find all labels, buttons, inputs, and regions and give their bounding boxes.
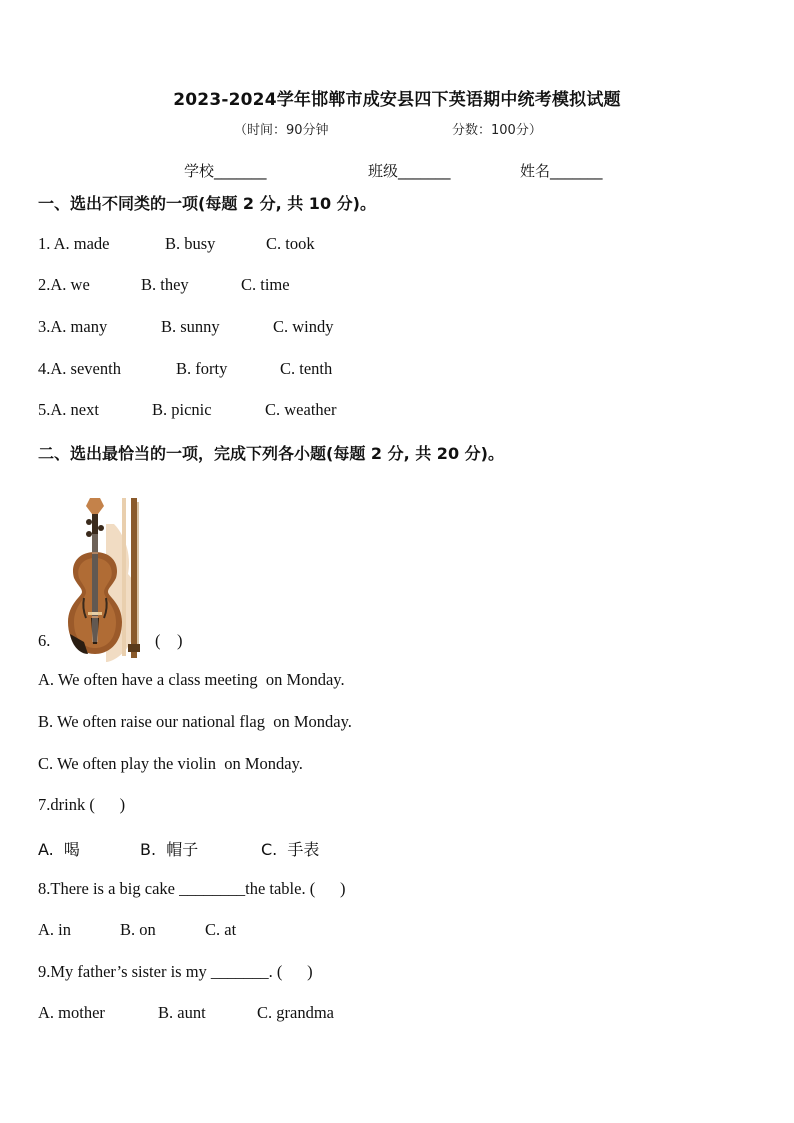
section-2-heading: 二、选出最恰当的一项，完成下列各小题(每题 2 分, 共 20 分)。: [38, 444, 504, 463]
q3-option-a[interactable]: 3.A. many: [38, 317, 108, 336]
q8-option-c[interactable]: C. at: [205, 920, 237, 939]
q8-stem: 8.There is a big cake ________the table. ( ): [38, 879, 346, 898]
q2-option-b[interactable]: B. they: [141, 275, 189, 294]
exam-time: （时间：90分钟: [234, 123, 329, 138]
q9-option-a[interactable]: A. mother: [38, 1003, 105, 1022]
q1-option-b[interactable]: B. busy: [165, 234, 216, 253]
q6-option-a[interactable]: A. We often have a class meeting on Monday.: [38, 670, 345, 689]
page-title: 2023-2024学年邯郸市成安县四下英语期中统考模拟试题: [173, 90, 621, 110]
q1-option-c[interactable]: C. took: [266, 234, 315, 253]
exam-score: 分数：100分）: [452, 123, 542, 138]
school-field[interactable]: 学校_______: [184, 162, 267, 180]
q6-option-c[interactable]: C. We often play the violin on Monday.: [38, 754, 303, 773]
q5-option-a[interactable]: 5.A. next: [38, 400, 99, 419]
q4-option-a[interactable]: 4.A. seventh: [38, 359, 121, 378]
q1-option-a[interactable]: 1. A. made: [38, 234, 110, 253]
q2-option-a[interactable]: 2.A. we: [38, 275, 90, 294]
q5-option-c[interactable]: C. weather: [265, 400, 337, 419]
q9-option-c[interactable]: C. grandma: [257, 1003, 334, 1022]
violin-icon: [54, 476, 154, 648]
q6-answer-paren[interactable]: ( ): [155, 631, 183, 650]
q9-stem: 9.My father’s sister is my _______. ( ): [38, 962, 313, 981]
q5-option-b[interactable]: B. picnic: [152, 400, 212, 419]
q7-option-a[interactable]: A. 喝: [38, 840, 80, 859]
q4-option-c[interactable]: C. tenth: [280, 359, 333, 378]
q3-option-c[interactable]: C. windy: [273, 317, 334, 336]
q2-option-c[interactable]: C. time: [241, 275, 290, 294]
class-field[interactable]: 班级_______: [368, 162, 451, 180]
q8-option-a[interactable]: A. in: [38, 920, 71, 939]
name-field[interactable]: 姓名_______: [520, 162, 603, 180]
q9-option-b[interactable]: B. aunt: [158, 1003, 206, 1022]
q4-option-b[interactable]: B. forty: [176, 359, 228, 378]
q6-option-b[interactable]: B. We often raise our national flag on Monday.: [38, 712, 352, 731]
q6-number: 6.: [38, 631, 51, 650]
q7-option-c[interactable]: C. 手表: [261, 840, 320, 859]
q7-stem: 7.drink ( ): [38, 795, 126, 814]
q8-option-b[interactable]: B. on: [120, 920, 156, 939]
q7-option-b[interactable]: B. 帽子: [140, 840, 199, 859]
section-1-heading: 一、选出不同类的一项(每题 2 分, 共 10 分)。: [38, 194, 376, 213]
q3-option-b[interactable]: B. sunny: [161, 317, 220, 336]
